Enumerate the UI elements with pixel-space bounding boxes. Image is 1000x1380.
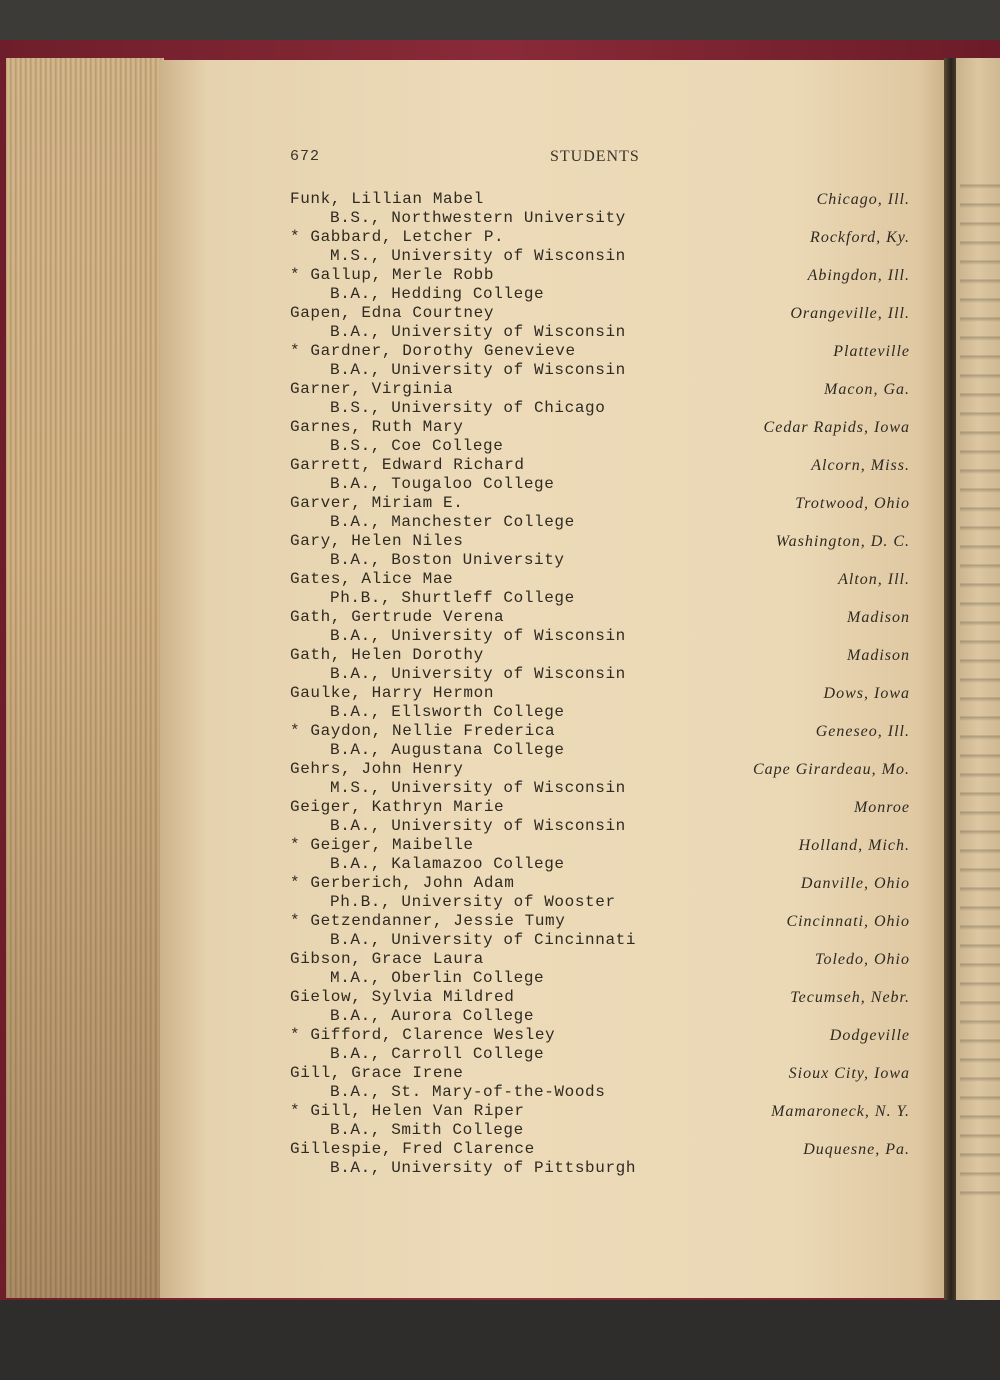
student-hometown: Cincinnati, Ohio — [786, 913, 910, 930]
student-entry — [290, 988, 910, 1026]
student-entry — [290, 608, 910, 646]
student-entry — [290, 304, 910, 342]
student-entry — [290, 798, 910, 836]
student-entry — [290, 912, 910, 950]
student-degree: B.A., Manchester College — [330, 513, 575, 531]
student-hometown: Mamaroneck, N. Y. — [771, 1103, 910, 1120]
student-entry — [290, 1026, 910, 1064]
student-name: Gill, Grace Irene — [290, 1064, 464, 1082]
student-degree: B.A., University of Wisconsin — [330, 323, 626, 341]
student-name: Gibson, Grace Laura — [290, 950, 484, 968]
student-hometown: Duquesne, Pa. — [803, 1141, 910, 1158]
student-hometown: Abingdon, Ill. — [807, 267, 910, 284]
student-degree: Ph.B., Shurtleff College — [330, 589, 575, 607]
student-entry — [290, 418, 910, 456]
student-entry — [290, 266, 910, 304]
student-degree: B.A., University of Wisconsin — [330, 817, 626, 835]
student-entry — [290, 1102, 910, 1140]
student-name: * Getzendanner, Jessie Tumy — [290, 912, 566, 930]
student-name: * Gallup, Merle Robb — [290, 266, 495, 284]
student-hometown: Rockford, Ky. — [810, 229, 910, 246]
student-hometown: Sioux City, Iowa — [788, 1065, 910, 1082]
student-degree: M.S., University of Wisconsin — [330, 247, 626, 265]
student-entry — [290, 228, 910, 266]
student-hometown: Cedar Rapids, Iowa — [763, 419, 910, 436]
student-degree: M.S., University of Wisconsin — [330, 779, 626, 797]
student-degree: B.A., Aurora College — [330, 1007, 535, 1025]
student-hometown: Toledo, Ohio — [815, 951, 910, 968]
student-hometown: Monroe — [853, 799, 910, 816]
student-hometown: Dows, Iowa — [823, 685, 910, 702]
student-entry — [290, 1064, 910, 1102]
student-hometown: Geneseo, Ill. — [815, 723, 910, 740]
student-degree: B.A., Carroll College — [330, 1045, 545, 1063]
student-list — [290, 190, 910, 1178]
student-name: * Gardner, Dorothy Genevieve — [290, 342, 576, 360]
student-hometown: Cape Girardeau, Mo. — [752, 761, 910, 778]
student-name: Gehrs, John Henry — [290, 760, 464, 778]
student-name: Garnes, Ruth Mary — [290, 418, 464, 436]
student-degree: B.S., University of Chicago — [330, 399, 606, 417]
student-degree: B.A., Kalamazoo College — [330, 855, 565, 873]
student-entry — [290, 342, 910, 380]
student-name: Funk, Lillian Mabel — [290, 190, 484, 208]
student-hometown: Madison — [847, 609, 910, 626]
student-degree: B.S., Northwestern University — [330, 209, 626, 227]
student-degree: B.A., University of Wisconsin — [330, 627, 626, 645]
student-name: Gary, Helen Niles — [290, 532, 464, 550]
student-entry — [290, 190, 910, 228]
student-name: Garrett, Edward Richard — [290, 456, 525, 474]
student-degree: B.A., Boston University — [330, 551, 565, 569]
student-name: Gillespie, Fred Clarence — [290, 1140, 535, 1158]
student-name: Garver, Miriam E. — [290, 494, 464, 512]
student-hometown: Alton, Ill. — [838, 571, 910, 588]
student-degree: Ph.B., University of Wooster — [330, 893, 616, 911]
student-hometown: Orangeville, Ill. — [790, 305, 910, 322]
student-hometown: Dodgeville — [829, 1027, 910, 1044]
student-degree: B.A., Smith College — [330, 1121, 524, 1139]
student-entry — [290, 646, 910, 684]
student-entry — [290, 684, 910, 722]
student-entry — [290, 722, 910, 760]
student-degree: B.A., University of Cincinnati — [330, 931, 637, 949]
student-name: Gaulke, Harry Hermon — [290, 684, 495, 702]
student-hometown: Macon, Ga. — [824, 381, 910, 398]
student-entry — [290, 874, 910, 912]
student-entry — [290, 760, 910, 798]
student-name: Garner, Virginia — [290, 380, 454, 398]
student-entry — [290, 836, 910, 874]
student-degree: M.A., Oberlin College — [330, 969, 545, 987]
running-head — [290, 148, 910, 168]
student-entry — [290, 1140, 910, 1178]
student-name: * Gifford, Clarence Wesley — [290, 1026, 556, 1044]
student-degree: B.A., Tougaloo College — [330, 475, 555, 493]
student-degree: B.A., University of Wisconsin — [330, 665, 626, 683]
student-hometown: Danville, Ohio — [800, 875, 910, 892]
student-name: * Gaydon, Nellie Frederica — [290, 722, 556, 740]
student-name: * Gill, Helen Van Riper — [290, 1102, 525, 1120]
student-hometown: Platteville — [833, 343, 910, 360]
student-name: * Gabbard, Letcher P. — [290, 228, 505, 246]
student-name: Gath, Helen Dorothy — [290, 646, 484, 664]
student-degree: B.A., Augustana College — [330, 741, 565, 759]
student-entry — [290, 456, 910, 494]
student-entry — [290, 532, 910, 570]
student-hometown: Washington, D. C. — [775, 533, 910, 550]
student-degree: B.S., Coe College — [330, 437, 504, 455]
student-hometown: Holland, Mich. — [798, 837, 910, 854]
student-name: * Gerberich, John Adam — [290, 874, 515, 892]
student-hometown: Trotwood, Ohio — [795, 495, 910, 512]
student-hometown: Tecumseh, Nebr. — [790, 989, 910, 1006]
student-name: Gielow, Sylvia Mildred — [290, 988, 515, 1006]
student-entry — [290, 380, 910, 418]
student-hometown: Madison — [847, 647, 910, 664]
student-entry — [290, 950, 910, 988]
student-name: Geiger, Kathryn Marie — [290, 798, 505, 816]
student-name: * Geiger, Maibelle — [290, 836, 474, 854]
student-degree: B.A., Hedding College — [330, 285, 545, 303]
student-degree: B.A., Ellsworth College — [330, 703, 565, 721]
section-title: STUDENTS — [550, 148, 640, 165]
student-degree: B.A., St. Mary-of-the-Woods — [330, 1083, 606, 1101]
student-entry — [290, 570, 910, 608]
page-number: 672 — [290, 148, 321, 165]
student-hometown: Alcorn, Miss. — [811, 457, 910, 474]
student-name: Gates, Alice Mae — [290, 570, 454, 588]
student-degree: B.A., University of Pittsburgh — [330, 1159, 637, 1177]
student-name: Gapen, Edna Courtney — [290, 304, 495, 322]
student-degree: B.A., University of Wisconsin — [330, 361, 626, 379]
student-name: Gath, Gertrude Verena — [290, 608, 505, 626]
student-hometown: Chicago, Ill. — [816, 191, 910, 208]
student-entry — [290, 494, 910, 532]
